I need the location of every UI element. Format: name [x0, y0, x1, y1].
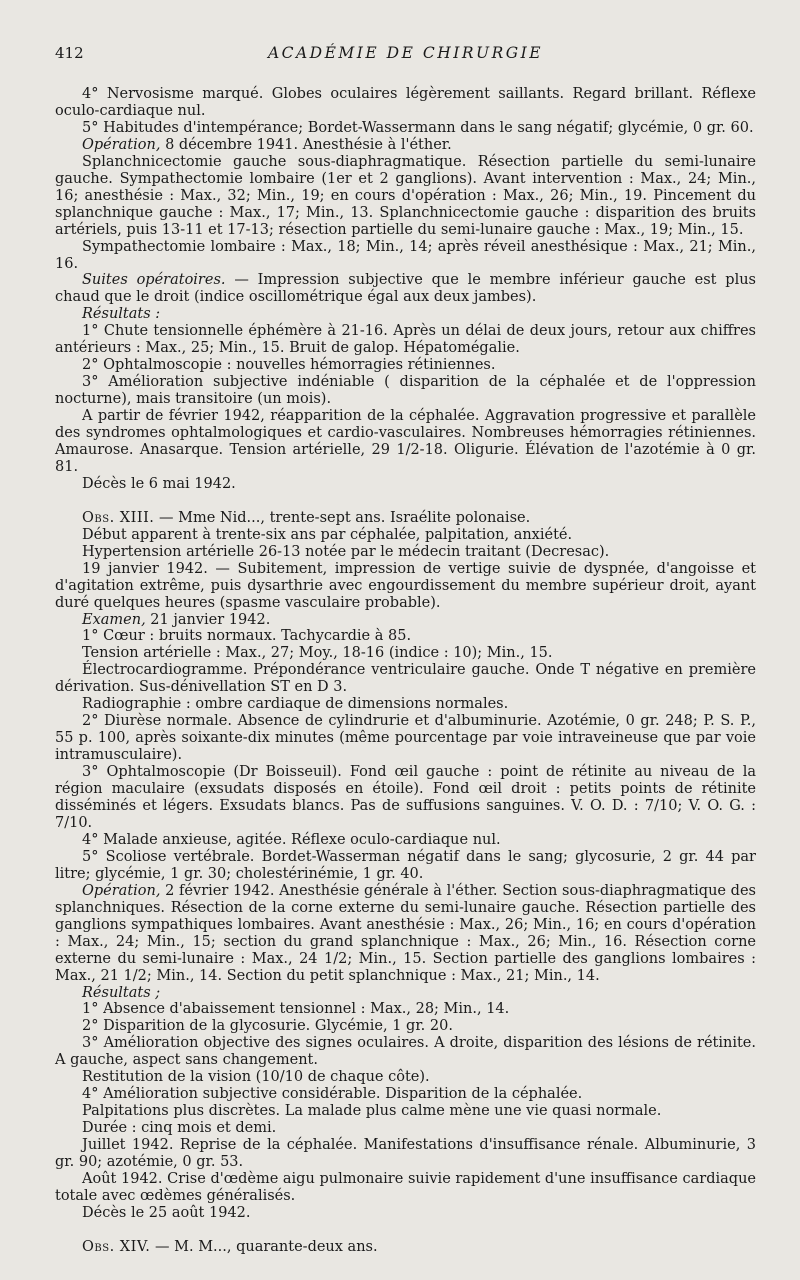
paragraph: 2° Ophtalmoscopie : nouvelles hémorragies rétiniennes. [82, 357, 496, 374]
operation-text: 8 décembre 1941. Anesthésie à l'éther. [160, 136, 452, 153]
operation-label: Opération, [82, 136, 161, 153]
page-number: 412 [55, 44, 84, 62]
examen-label: Examen, [82, 611, 146, 628]
paragraph: A partir de février 1942, réapparition de la céphalée. Aggravation progressive et parallèle des syndromes ophtalmologiques et cardio-vasculaires. Nombreuses hémorragies rétiniennes. Amaurose. Anasarque. Tension artérielle, 29 1/2-18. Oligurie. Élévation de l'azotémie à 0 gr. 81. [55, 408, 756, 475]
deces-line: Décès le 6 mai 1942. [82, 475, 236, 492]
suites-text: — Impression subjective que le membre inférieur gauche est plus chaud que le droit (indice oscillométrique égal aux deux jambes). [55, 272, 756, 306]
paragraph [55, 272, 756, 306]
page-body [55, 86, 756, 1256]
paragraph: 3° Amélioration objective des signes oculaires. A droite, disparition des lésions de rétinite. A gauche, aspect sans changement. [55, 1035, 756, 1069]
section-gap [55, 1222, 756, 1239]
page-header [55, 44, 756, 66]
observation-heading [55, 1239, 756, 1256]
paragraph: 3° Ophtalmoscopie (Dr Boisseuil). Fond œil gauche : point de rétinite au niveau de la région maculaire (exsudats disposés en étoile). Fond œil droit : petits points de rétinite disséminés et légers. Exsudats blancs. Pas de suffusions sanguines. V. O. D. : 7/10; V. O. G. : 7/10. [55, 764, 756, 831]
resultats-label: Résultats ; [82, 984, 161, 1001]
examen-text: 21 janvier 1942. [145, 611, 271, 628]
observation-title: — Mme Nid..., trente-sept ans. Israélite polonaise. [154, 509, 531, 526]
paragraph: Palpitations plus discrètes. La malade plus calme mène une vie quasi normale. [82, 1103, 662, 1120]
observation-heading [55, 510, 756, 527]
section-gap [55, 493, 756, 510]
paragraph: Début apparent à trente-six ans par céphalée, palpitation, anxiété. [82, 526, 573, 543]
paragraph: 4° Nervosisme marqué. Globes oculaires légèrement saillants. Regard brillant. Réflexe oculo-cardiaque nul. [55, 86, 756, 119]
suites-label: Suites opératoires. [82, 272, 226, 289]
paragraph: 4° Malade anxieuse, agitée. Réflexe oculo-cardiaque nul. [82, 831, 501, 848]
resultats-label: Résultats : [82, 306, 161, 323]
paragraph: Août 1942. Crise d'œdème aigu pulmonaire suivie rapidement d'une insuffisance cardiaque totale avec œdèmes généralisés. [55, 1170, 756, 1204]
operation-text: 2 février 1942. Anesthésie générale à l'éther. Section sous-diaphragmatique des splanchniques. Résection de la corne externe du semi-lunaire gauche. Résection partielle des ganglions sympathiques lombaires. Avant anesthésie : Max., 26; Min., 16; en cours d'opération : Max., 24; Min., 15; section du grand splanchnique : Max., 26; Min., 16. Résection corne externe du semi-lunaire : Max., 24 1/2; Min., 15. Section partielle des ganglions lombaires : Max., 21 1/2; Min., 14. Section du petit splanchnique : Max., 21; Min., 14. [55, 882, 756, 984]
operation-label: Opération, [82, 882, 161, 899]
running-title: ACADÉMIE DE CHIRURGIE [267, 44, 544, 62]
paragraph: 2° Diurèse normale. Absence de cylindrurie et d'albuminurie. Azotémie, 0 gr. 248; P. S. P., 55 p. 100, après soixante-dix minutes (même pourcentage par voie intraveineuse que par voie intramusculaire). [55, 713, 756, 764]
deces-line: Décès le 25 août 1942. [82, 1204, 251, 1221]
paragraph: 1° Chute tensionnelle éphémère à 21-16. Après un délai de deux jours, retour aux chiffres antérieurs : Max., 25; Min., 15. Bruit de galop. Hépatomégalie. [55, 323, 756, 357]
paragraph: Sympathectomie lombaire : Max., 18; Min., 14; après réveil anesthésique : Max., 21; Min., 16. [55, 238, 756, 272]
observation-title: — M. M..., quarante-deux ans. [150, 1238, 378, 1255]
paragraph: 4° Amélioration subjective considérable. Disparition de la céphalée. [82, 1086, 583, 1103]
observation-label: Obs. XIII. [82, 509, 155, 526]
paragraph: Splanchnicectomie gauche sous-diaphragmatique. Résection partielle du semi-lunaire gauche. Sympathectomie lombaire (1er et 2 ganglions). Avant intervention : Max., 24; Min., 16; anesthésie : Max., 32; Min., 19; en cours d'opération : Max., 26; Min., 19. Pincement du splanchnique gauche : Max., 17; Min., 13. Splanchnicectomie gauche : disparition des bruits artériels, puis 13-11 et 17-13; résection partielle du semi-lunaire gauche : Max., 19; Min., 15. [55, 153, 756, 238]
paragraph [55, 612, 756, 629]
paragraph: Hypertension artérielle 26-13 notée par le médecin traitant (Decresac). [82, 543, 610, 560]
paragraph: Radiographie : ombre cardiaque de dimensions normales. [82, 696, 509, 713]
paragraph: 5° Habitudes d'intempérance; Bordet-Wassermann dans le sang négatif; glycémie, 0 gr. 60. [82, 119, 754, 136]
paragraph: Durée : cinq mois et demi. [82, 1120, 277, 1137]
paragraph: Juillet 1942. Reprise de la céphalée. Manifestations d'insuffisance rénale. Albuminurie, 3 gr. 90; azotémie, 0 gr. 53. [55, 1137, 756, 1171]
paragraph: Tension artérielle : Max., 27; Moy., 18-16 (indice : 10); Min., 15. [82, 645, 553, 662]
paragraph: 3° Amélioration subjective indéniable ( disparition de la céphalée et de l'oppression nocturne), mais transitoire (un mois). [55, 374, 756, 408]
paragraph: Électrocardiogramme. Prépondérance ventriculaire gauche. Onde T négative en première dérivation. Sus-dénivellation ST en D 3. [55, 662, 756, 696]
paragraph [55, 137, 756, 154]
paragraph: Restitution de la vision (10/10 de chaque côte). [82, 1069, 430, 1086]
paragraph: 2° Disparition de la glycosurie. Glycémie, 1 gr. 20. [82, 1018, 453, 1035]
paragraph: 1° Cœur : bruits normaux. Tachycardie à 85. [82, 628, 412, 645]
paragraph [55, 883, 756, 985]
observation-label: Obs. XIV. [82, 1238, 151, 1255]
paragraph: 1° Absence d'abaissement tensionnel : Max., 28; Min., 14. [82, 1001, 510, 1018]
paragraph: 19 janvier 1942. — Subitement, impression de vertige suivie de dyspnée, d'angoisse et d'agitation extrême, puis dysarthrie avec engourdissement du membre supérieur droit, ayant duré quelques heures (spasme vasculaire probable). [55, 560, 756, 611]
paragraph: 5° Scoliose vertébrale. Bordet-Wasserman négatif dans le sang; glycosurie, 2 gr. 44 par litre; glycémie, 1 gr. 30; cholestérinémie, 1 gr. 40. [55, 848, 756, 882]
